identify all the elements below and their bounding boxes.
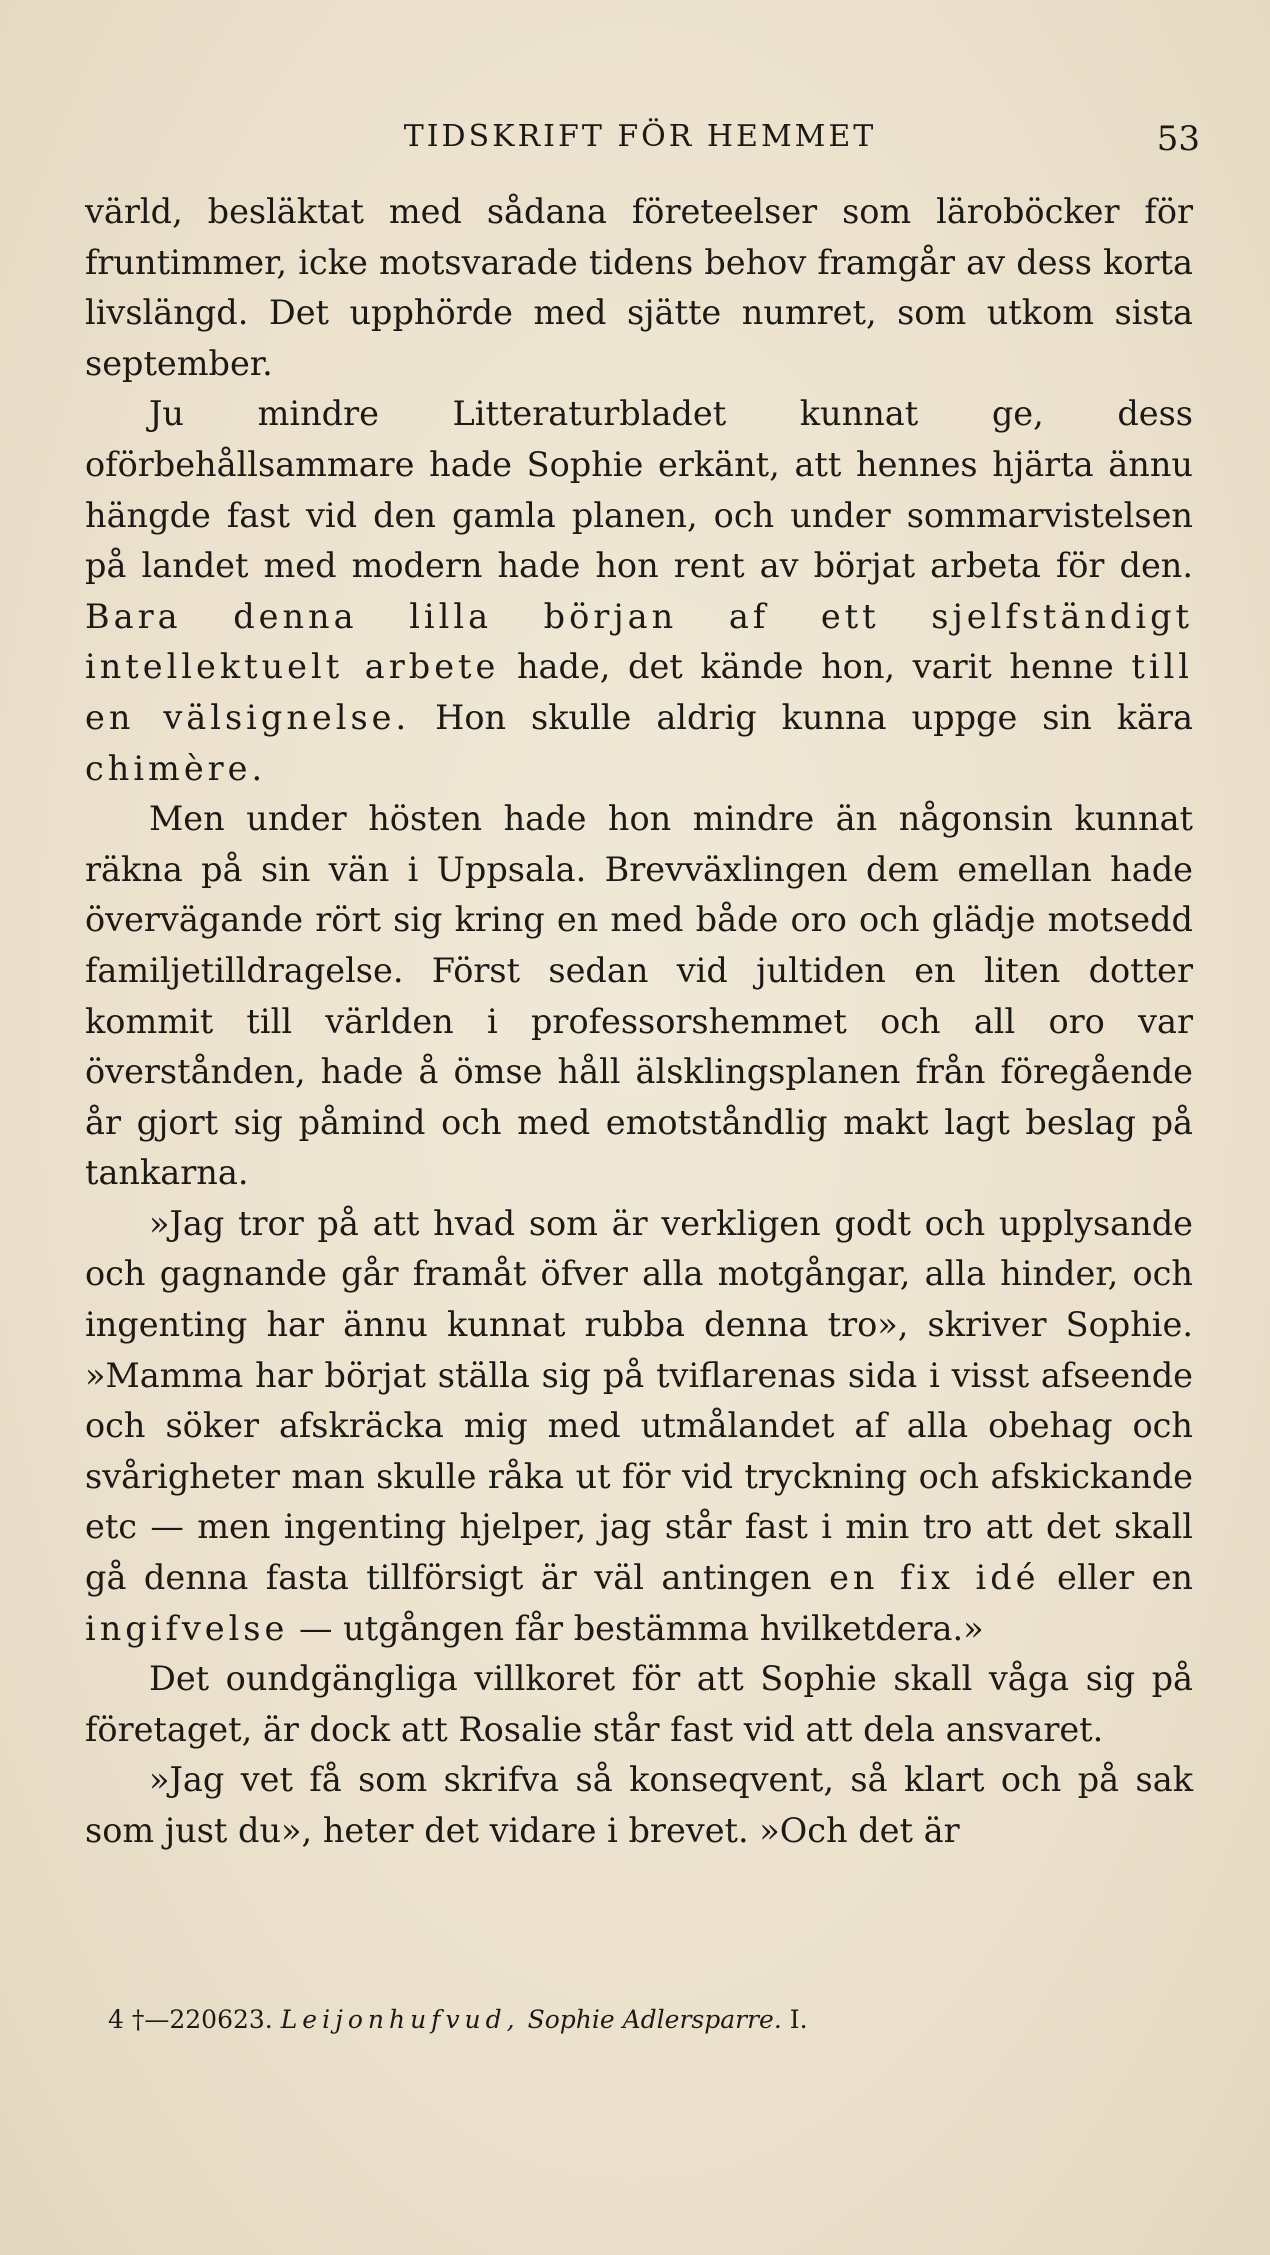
paragraph-2 bbox=[85, 389, 1193, 794]
ingifvelse-word: ingifvelse bbox=[85, 1608, 289, 1648]
footer-author: Leijonhufvud, bbox=[280, 2005, 520, 2034]
fix-ide-phrase: en fix idé bbox=[829, 1558, 1040, 1598]
paragraph-3: Men under hösten hade hon mindre än någonsin kunnat räkna på sin vän i Uppsala. Brevväxlingen dem emellan hade övervägande rört sig kring en med både oro och glädje motsedd familjetilldragelse. Först sedan vid jultiden en liten dotter kommit till världen i professorshemmet och all oro var överstånden, hade å ömse håll älsklingsplanen från föregående år gjort sig påmind och med emotståndlig makt lagt beslag på tankarna. bbox=[85, 799, 1193, 1193]
paragraph-2-text: Ju mindre Litteraturbladet kunnat ge, dess oförbehållsammare hade Sophie erkänt, att hennes hjärta ännu hängde fast vid den gamla planen, och under sommarvistelsen på landet med modern hade hon rent av börjat arbeta för den. bbox=[85, 394, 1193, 586]
running-head bbox=[80, 112, 1200, 162]
signature-footer bbox=[108, 2000, 808, 2040]
paragraph-6: »Jag vet få som skrifva så konseqvent, så klart och på sak som just du», heter det vidare i brevet. »Och det är bbox=[85, 1760, 1193, 1850]
quote-paragraph bbox=[85, 1199, 1193, 1654]
running-title: TIDSKRIFT FÖR HEMMET bbox=[403, 119, 877, 154]
quote-middle: eller en bbox=[1057, 1558, 1193, 1598]
quote-part-2: — utgången får bestämma hvilketdera.» bbox=[299, 1608, 984, 1648]
spaced-tail: till en välsignelse. bbox=[85, 647, 1193, 737]
body-text bbox=[85, 187, 1193, 1857]
page-number: 53 bbox=[1156, 119, 1200, 159]
paragraph-1: värld, besläktat med sådana företeelser som läroböcker för fruntimmer, icke motsvarade tidens behov framgår av dess korta livslängd. Det upphörde med sjätte numret, som utkom sista september. bbox=[85, 192, 1193, 383]
chimere-word: chimère. bbox=[85, 748, 267, 788]
footer-volume: I. bbox=[789, 2005, 808, 2034]
footer-title: Sophie Adlersparre. bbox=[527, 2005, 782, 2034]
paragraph-5: Det oundgängliga villkoret för att Sophie skall våga sig på företaget, är dock att Rosalie står fast vid att dela ansvaret. bbox=[85, 1659, 1193, 1749]
paragraph-2-mid: hade, det kände hon, varit henne bbox=[516, 647, 1114, 687]
paragraph-2-after: Hon skulle aldrig kunna uppge sin kära bbox=[435, 697, 1194, 737]
quote-part-1: »Jag tror på att hvad som är verkligen godt och upplysande och gagnande går framåt öfver alla motgångar, alla hinder, och ingenting har ännu kunnat rubba denna tro», skriver Sophie. »Mamma har börjat ställa sig på tviflarenas sida i visst afseende och söker afskräcka mig med utmålandet af alla obehag och svårigheter man skulle råka ut för vid tryckning och afskickande etc — men ingenting hjelper, jag står fast i min tro att det skall gå denna fasta tillförsigt är väl antingen bbox=[85, 1203, 1193, 1598]
signature-mark: 4 †—220623. bbox=[108, 2005, 273, 2034]
spaced-lead: Bara denna lilla början af ett sjelfständigt intellektuelt arbete bbox=[85, 596, 1193, 687]
